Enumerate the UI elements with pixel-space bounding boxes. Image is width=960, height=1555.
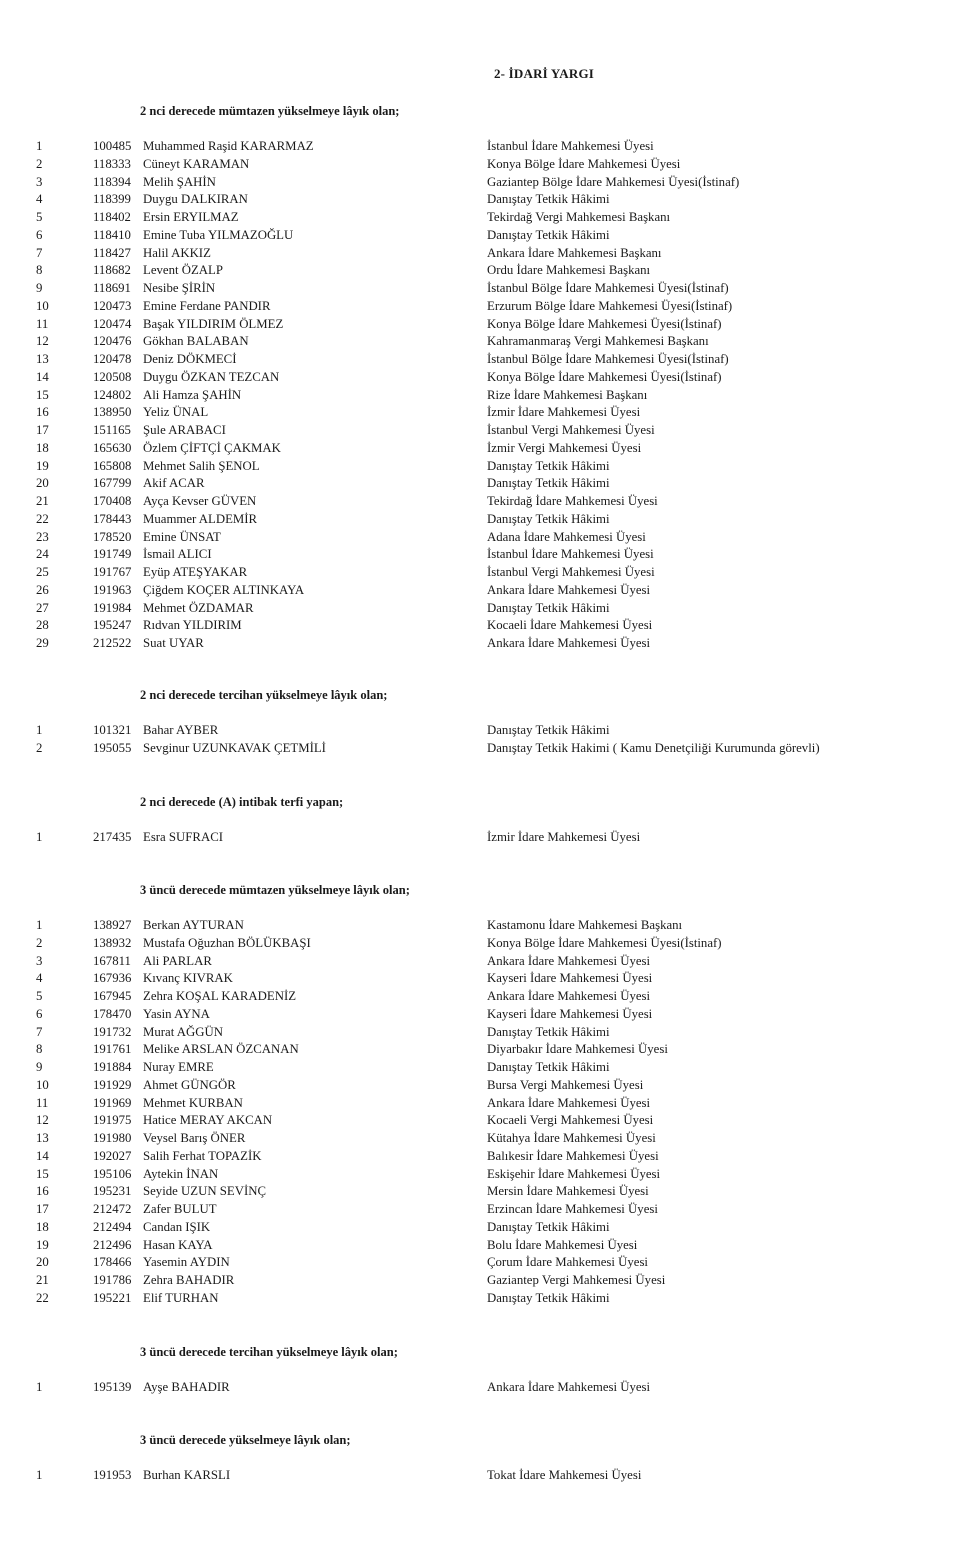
row-number: 14 [36,369,49,384]
registry-number: 118399 [93,192,131,207]
position-title: Kastamonu İdare Mahkemesi Başkanı [487,918,683,932]
table-row [0,600,960,618]
row-number: 12 [36,334,49,349]
registry-number: 195139 [93,1380,132,1394]
person-name: Melike ARSLAN ÖZCANAN [143,1042,299,1057]
person-name: Esra SUFRACI [143,830,223,844]
row-number: 21 [36,494,49,508]
row-number: 22 [36,511,49,526]
registry-number: 212522 [93,636,132,650]
row-number: 8 [36,1042,43,1057]
position-title: Danıştay Tetkik Hâkimi [487,1219,610,1234]
position-title: Ankara İdare Mahkemesi Başkanı [487,245,662,260]
person-name: Akif ACAR [143,476,205,491]
registry-number: 118333 [93,156,131,171]
registry-number: 195221 [93,1290,132,1305]
table-row [0,1201,960,1219]
registry-number: 212494 [93,1219,132,1234]
table-row [0,564,960,582]
row-number: 26 [36,582,49,597]
row-number: 10 [36,298,49,313]
position-title: Ankara İdare Mahkemesi Üyesi [487,989,651,1003]
table-row [0,1183,960,1201]
row-number: 5 [36,210,43,224]
table-row [0,1379,960,1397]
row-number: 14 [36,1148,49,1163]
registry-number: 167936 [93,971,132,986]
person-name: Bahar AYBER [143,723,219,737]
row-number: 2 [36,935,43,950]
position-title: Rize İdare Mahkemesi Başkanı [487,387,648,402]
table-row [0,298,960,316]
person-name: Yasin AYNA [143,1006,210,1021]
section-heading: 2 nci derecede tercihan yükselmeye lâyık olan; [140,688,388,702]
position-title: Danıştay Tetkik Hâkimi [487,511,610,526]
position-title: Kayseri İdare Mahkemesi Üyesi [487,1006,653,1021]
table-row [0,1130,960,1148]
registry-number: 191975 [93,1113,132,1128]
registry-number: 178443 [93,511,132,526]
position-title: Bolu İdare Mahkemesi Üyesi [487,1237,638,1252]
row-number: 20 [36,476,49,491]
row-number: 6 [36,1006,43,1021]
registry-number: 165630 [93,440,132,455]
row-number: 19 [36,458,49,473]
person-name: Rıdvan YILDIRIM [143,618,242,633]
person-name: Candan IŞIK [143,1219,211,1234]
position-title: Bursa Vergi Mahkemesi Üyesi [487,1077,644,1092]
row-number: 18 [36,1219,49,1234]
position-title: Danıştay Tetkik Hâkimi [487,600,610,615]
table-row [0,493,960,511]
position-title: Kütahya İdare Mahkemesi Üyesi [487,1131,656,1145]
table-row [0,333,960,351]
registry-number: 212496 [93,1237,132,1252]
position-title: Danıştay Tetkik Hâkimi [487,1060,610,1074]
registry-number: 167811 [93,953,131,968]
row-number: 20 [36,1255,49,1270]
registry-number: 138927 [93,918,132,932]
registry-number: 120476 [93,334,132,349]
row-number: 15 [36,387,49,402]
person-name: Emine Tuba YILMAZOĞLU [143,227,294,242]
row-number: 24 [36,547,49,562]
table-row [0,475,960,493]
position-title: Kahramanmaraş Vergi Mahkemesi Başkanı [487,334,709,349]
person-name: Mustafa Oğuzhan BÖLÜKBAŞI [143,935,311,950]
position-title: Konya Bölge İdare Mahkemesi Üyesi(İstinaf) [487,935,722,950]
position-title: Ankara İdare Mahkemesi Üyesi [487,636,651,650]
person-name: Suat UYAR [143,636,204,650]
table-row [0,829,960,847]
table-row [0,1041,960,1059]
table-row [0,262,960,280]
position-title: Tokat İdare Mahkemesi Üyesi [487,1468,642,1482]
person-name: Özlem ÇİFTÇİ ÇAKMAK [143,440,281,455]
row-number: 11 [36,316,49,331]
person-name: Muammer ALDEMİR [143,511,258,526]
person-name: Hasan KAYA [143,1237,213,1252]
section-heading: 2 nci derecede mümtazen yükselmeye lâyık olan; [140,104,400,118]
row-number: 12 [36,1113,49,1128]
table-row [0,227,960,245]
table-row [0,404,960,422]
position-title: Konya Bölge İdare Mahkemesi Üyesi(İstinaf) [487,369,722,384]
section-heading: 2 nci derecede (A) intibak terfi yapan; [140,795,344,809]
person-name: Emine Ferdane PANDIR [143,298,271,313]
person-name: Aytekin İNAN [143,1166,219,1181]
row-number: 7 [36,245,43,260]
position-title: Tekirdağ Vergi Mahkemesi Başkanı [487,210,671,224]
position-title: Adana İdare Mahkemesi Üyesi [487,529,646,544]
table-row [0,529,960,547]
table-row [0,1077,960,1095]
table-row [0,174,960,192]
registry-number: 118427 [93,245,131,260]
person-name: Mehmet ÖZDAMAR [143,600,254,615]
table-row [0,582,960,600]
table-row [0,635,960,653]
row-number: 11 [36,1095,49,1110]
registry-number: 191963 [93,582,132,597]
registry-number: 138932 [93,935,132,950]
person-name: Zafer BULUT [143,1202,217,1216]
row-number: 16 [36,1184,49,1199]
position-title: İzmir İdare Mahkemesi Üyesi [487,405,641,420]
row-number: 29 [36,636,49,650]
section-heading: 3 üncü derecede yükselmeye lâyık olan; [140,1433,351,1447]
position-title: Kocaeli Vergi Mahkemesi Üyesi [487,1113,654,1128]
table-row [0,988,960,1006]
registry-number: 118691 [93,281,131,295]
row-number: 7 [36,1024,43,1039]
table-row [0,369,960,387]
page-title: 2- İDARİ YARGI [493,66,595,81]
position-title: Ankara İdare Mahkemesi Üyesi [487,953,651,968]
row-number: 8 [36,263,43,278]
position-title: Erzurum Bölge İdare Mahkemesi Üyesi(İstinaf) [487,298,733,313]
table-row [0,245,960,263]
person-name: Eyüp ATEŞYAKAR [143,565,248,579]
position-title: Gaziantep Vergi Mahkemesi Üyesi [487,1273,666,1287]
table-row [0,1059,960,1077]
registry-number: 192027 [93,1148,132,1163]
table-row [0,1272,960,1290]
table-row [0,440,960,458]
position-title: İstanbul İdare Mahkemesi Üyesi [487,547,654,562]
row-number: 25 [36,565,49,579]
table-row [0,458,960,476]
position-title: İstanbul Bölge İdare Mahkemesi Üyesi(İstinaf) [487,281,729,295]
table-row [0,1219,960,1237]
person-name: Sevginur UZUNKAVAK ÇETMİLİ [143,740,326,755]
person-name: Ahmet GÜNGÖR [143,1077,236,1092]
table-row [0,316,960,334]
person-name: Yasemin AYDIN [143,1255,230,1270]
registry-number: 120473 [93,298,132,313]
position-title: İstanbul Vergi Mahkemesi Üyesi [487,423,655,437]
person-name: Hatice MERAY AKCAN [143,1113,273,1128]
table-row [0,1112,960,1130]
position-title: Danıştay Tetkik Hâkimi [487,476,610,491]
table-row [0,617,960,635]
registry-number: 195106 [93,1166,132,1181]
registry-number: 165808 [93,458,132,473]
registry-number: 217435 [93,830,132,844]
registry-number: 191984 [93,600,132,615]
table-row [0,422,960,440]
table-row [0,1148,960,1166]
row-number: 9 [36,281,43,295]
person-name: Çiğdem KOÇER ALTINKAYA [143,582,305,597]
row-number: 4 [36,971,43,986]
registry-number: 120478 [93,352,132,366]
position-title: Danıştay Tetkik Hâkimi [487,192,610,207]
registry-number: 138950 [93,405,132,420]
row-number: 19 [36,1237,49,1252]
registry-number: 178520 [93,529,132,544]
row-number: 16 [36,405,49,420]
table-row [0,722,960,740]
person-name: Deniz DÖKMECİ [143,352,237,366]
registry-number: 212472 [93,1202,132,1216]
person-name: Muhammed Raşid KARARMAZ [143,139,314,153]
section-heading: 3 üncü derecede tercihan yükselmeye lâyık olan; [140,1345,398,1359]
position-title: Danıştay Tetkik Hâkimi [487,1024,610,1039]
position-title: Mersin İdare Mahkemesi Üyesi [487,1184,649,1199]
table-row [0,280,960,298]
row-number: 6 [36,227,43,242]
registry-number: 101321 [93,723,132,737]
position-title: Danıştay Tetkik Hâkimi [487,458,610,473]
table-row [0,511,960,529]
row-number: 4 [36,192,43,207]
table-row [0,740,960,758]
table-row [0,1290,960,1308]
person-name: Ayça Kevser GÜVEN [143,494,257,508]
position-title: Ankara İdare Mahkemesi Üyesi [487,582,651,597]
registry-number: 178466 [93,1255,132,1270]
registry-number: 195055 [93,740,132,755]
row-number: 1 [36,139,43,153]
person-name: Ali Hamza ŞAHİN [143,387,242,402]
position-title: Eskişehir İdare Mahkemesi Üyesi [487,1166,661,1181]
registry-number: 195247 [93,618,132,633]
person-name: Melih ŞAHİN [143,174,216,189]
row-number: 28 [36,618,49,633]
person-name: Nuray EMRE [143,1060,214,1074]
table-row [0,1024,960,1042]
position-title: İstanbul Bölge İdare Mahkemesi Üyesi(İstinaf) [487,352,729,366]
registry-number: 191749 [93,547,132,562]
position-title: İzmir İdare Mahkemesi Üyesi [487,830,641,844]
table-row [0,156,960,174]
registry-number: 118402 [93,210,131,224]
section-heading: 3 üncü derecede mümtazen yükselmeye lâyık olan; [140,883,410,897]
person-name: Kıvanç KIVRAK [143,971,233,986]
registry-number: 191786 [93,1273,132,1287]
table-row [0,1254,960,1272]
person-name: Emine ÜNSAT [143,529,221,544]
position-title: İstanbul Vergi Mahkemesi Üyesi [487,565,655,579]
position-title: Ordu İdare Mahkemesi Başkanı [487,263,651,278]
person-name: Murat AĞGÜN [143,1024,223,1039]
position-title: Konya Bölge İdare Mahkemesi Üyesi [487,156,681,171]
person-name: Şule ARABACI [143,423,226,437]
row-number: 2 [36,156,43,171]
person-name: Ali PARLAR [143,953,212,968]
position-title: Ankara İdare Mahkemesi Üyesi [487,1380,651,1394]
position-title: Kocaeli İdare Mahkemesi Üyesi [487,618,653,633]
person-name: Veysel Barış ÖNER [143,1131,246,1145]
person-name: Salih Ferhat TOPAZİK [143,1148,262,1163]
registry-number: 120508 [93,369,132,384]
registry-number: 178470 [93,1006,132,1021]
position-title: Balıkesir İdare Mahkemesi Üyesi [487,1148,659,1163]
registry-number: 118682 [93,263,131,278]
person-name: Halil AKKIZ [143,245,211,260]
registry-number: 191953 [93,1468,132,1482]
person-name: Duygu DALKIRAN [143,192,248,207]
position-title: Erzincan İdare Mahkemesi Üyesi [487,1202,658,1216]
registry-number: 118410 [93,227,131,242]
registry-number: 191969 [93,1095,132,1110]
row-number: 1 [36,918,43,932]
table-row [0,1467,960,1485]
row-number: 21 [36,1273,49,1287]
person-name: Berkan AYTURAN [143,918,244,932]
person-name: İsmail ALICI [143,547,212,562]
row-number: 1 [36,1468,43,1482]
table-row [0,1166,960,1184]
person-name: Mehmet KURBAN [143,1095,243,1110]
registry-number: 151165 [93,423,131,437]
row-number: 3 [36,953,43,968]
row-number: 1 [36,1380,43,1394]
registry-number: 191767 [93,565,132,579]
table-row [0,138,960,156]
person-name: Zehra BAHADIR [143,1273,235,1287]
person-name: Ersin ERYILMAZ [143,210,239,224]
position-title: Danıştay Tetkik Hakimi ( Kamu Denetçiliği Kurumunda görevli) [487,740,820,755]
position-title: Kayseri İdare Mahkemesi Üyesi [487,971,653,986]
row-number: 15 [36,1166,49,1181]
person-name: Mehmet Salih ŞENOL [143,458,260,473]
position-title: Diyarbakır İdare Mahkemesi Üyesi [487,1042,668,1057]
registry-number: 167799 [93,476,132,491]
person-name: Duygu ÖZKAN TEZCAN [143,369,280,384]
position-title: Gaziantep Bölge İdare Mahkemesi Üyesi(İstinaf) [487,174,740,189]
person-name: Nesibe ŞİRİN [143,281,216,295]
person-name: Cüneyt KARAMAN [143,156,250,171]
registry-number: 170408 [93,494,132,508]
table-row [0,1237,960,1255]
row-number: 17 [36,423,49,437]
registry-number: 191732 [93,1024,132,1039]
position-title: Çorum İdare Mahkemesi Üyesi [487,1255,648,1270]
position-title: İzmir Vergi Mahkemesi Üyesi [487,440,642,455]
registry-number: 167945 [93,989,132,1003]
person-name: Elif TURHAN [143,1290,219,1305]
person-name: Gökhan BALABAN [143,334,249,349]
row-number: 18 [36,440,49,455]
person-name: Zehra KOŞAL KARADENİZ [143,989,297,1003]
row-number: 3 [36,174,43,189]
position-title: Ankara İdare Mahkemesi Üyesi [487,1095,651,1110]
row-number: 1 [36,830,43,844]
table-row [0,1006,960,1024]
table-row [0,970,960,988]
registry-number: 100485 [93,139,132,153]
position-title: İstanbul İdare Mahkemesi Üyesi [487,139,654,153]
row-number: 1 [36,723,43,737]
row-number: 2 [36,740,43,755]
registry-number: 195231 [93,1184,132,1199]
registry-number: 191980 [93,1131,132,1145]
row-number: 5 [36,989,43,1003]
row-number: 9 [36,1060,43,1074]
row-number: 22 [36,1290,49,1305]
person-name: Başak YILDIRIM ÖLMEZ [143,316,284,331]
registry-number: 191761 [93,1042,132,1057]
person-name: Burhan KARSLI [143,1468,231,1482]
registry-number: 124802 [93,387,132,402]
table-row [0,1095,960,1113]
registry-number: 191929 [93,1077,132,1092]
table-row [0,209,960,227]
row-number: 13 [36,1131,49,1145]
table-row [0,953,960,971]
table-row [0,191,960,209]
position-title: Danıştay Tetkik Hâkimi [487,1290,610,1305]
position-title: Danıştay Tetkik Hâkimi [487,227,610,242]
row-number: 10 [36,1077,49,1092]
table-row [0,387,960,405]
registry-number: 191884 [93,1060,132,1074]
table-row [0,351,960,369]
row-number: 13 [36,352,49,366]
position-title: Konya Bölge İdare Mahkemesi Üyesi(İstinaf) [487,316,722,331]
registry-number: 118394 [93,174,131,189]
registry-number: 120474 [93,316,132,331]
person-name: Levent ÖZALP [143,263,223,278]
table-row [0,935,960,953]
row-number: 23 [36,529,49,544]
row-number: 27 [36,600,49,615]
table-row [0,917,960,935]
row-number: 17 [36,1202,49,1216]
position-title: Danıştay Tetkik Hâkimi [487,723,610,737]
table-row [0,546,960,564]
position-title: Tekirdağ İdare Mahkemesi Üyesi [487,494,658,508]
person-name: Seyide UZUN SEVİNÇ [143,1184,266,1199]
person-name: Ayşe BAHADIR [143,1380,230,1394]
person-name: Yeliz ÜNAL [143,405,209,420]
